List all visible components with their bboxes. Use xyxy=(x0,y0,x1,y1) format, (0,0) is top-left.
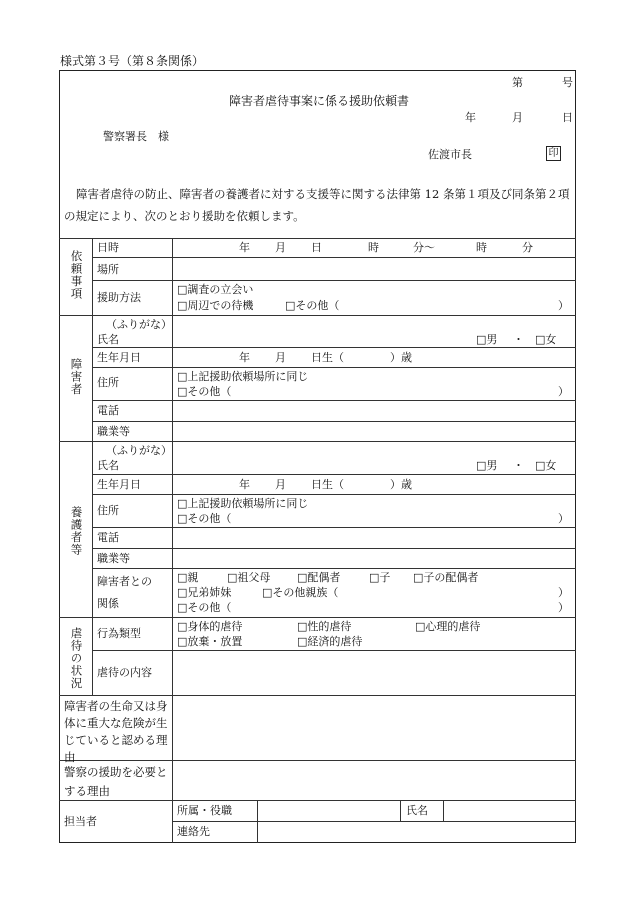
dept-label: 所属・役職 xyxy=(177,804,232,817)
section-disabled: 障害者 xyxy=(69,358,84,396)
grid-line xyxy=(59,695,576,696)
intro-paragraph: 障害者虐待の防止、障害者の養護者に対する支援等に関する法律第 12 条第１項及び同条第２項の規定により、次のとおり援助を依頼します。 xyxy=(64,187,570,223)
doc-number-go: 号 xyxy=(562,76,573,89)
paren-close: ） xyxy=(558,601,569,614)
grid-line xyxy=(257,800,258,843)
method-label: 援助方法 xyxy=(97,291,141,304)
dt-minute2: 分 xyxy=(522,241,533,254)
grid-line xyxy=(92,367,576,368)
sender: 佐渡市長 xyxy=(428,148,472,161)
grid-line xyxy=(92,548,576,549)
caregiver-addr-other-checkbox[interactable]: □その他（ xyxy=(177,512,232,525)
grid-line xyxy=(443,800,444,821)
grid-line xyxy=(59,441,576,442)
separator-dot: ・ xyxy=(513,333,524,346)
section-abuse: 虐待の状況 xyxy=(69,627,84,690)
grid-line xyxy=(92,494,576,495)
disabled-addr-other-checkbox[interactable]: □その他（ xyxy=(177,385,232,398)
dob-year: 年 xyxy=(239,478,250,491)
dob-day: 日生（ xyxy=(311,351,344,364)
disabled-female-checkbox[interactable]: □女 xyxy=(535,333,557,346)
abuse-economic-checkbox[interactable]: □経済的虐待 xyxy=(297,635,363,648)
grid-line xyxy=(172,238,173,843)
disabled-phone-label: 電話 xyxy=(97,404,119,417)
paren-close: ） xyxy=(558,385,569,398)
dob-month: 月 xyxy=(275,478,286,491)
caregiver-phone-label: 電話 xyxy=(97,531,119,544)
caregiver-job-label: 職業等 xyxy=(97,552,130,565)
paren-close: ） xyxy=(558,586,569,599)
grid-line xyxy=(92,650,576,651)
section-request: 依頼事項 xyxy=(69,250,84,300)
dt-month: 月 xyxy=(275,241,286,254)
grid-line xyxy=(92,568,576,569)
disabled-dob-label: 生年月日 xyxy=(97,351,141,364)
caregiver-male-checkbox[interactable]: □男 xyxy=(476,459,498,472)
dob-month: 月 xyxy=(275,351,286,364)
disabled-addr-same-checkbox[interactable]: □上記援助依頼場所に同じ xyxy=(177,370,309,383)
document-title: 障害者虐待事案に係る援助依頼書 xyxy=(229,94,410,108)
dob-day: 日生（ xyxy=(311,478,344,491)
method-attend-checkbox[interactable]: □調査の立会い xyxy=(177,283,254,296)
grid-line xyxy=(92,238,93,695)
dt-hour2: 時 xyxy=(476,241,487,254)
rel-other-checkbox[interactable]: □その他（ xyxy=(177,601,232,614)
grid-line xyxy=(59,617,576,618)
caregiver-addr-same-checkbox[interactable]: □上記援助依頼場所に同じ xyxy=(177,497,309,510)
caregiver-furigana-label: （ふりがな） xyxy=(106,444,172,457)
grid-line xyxy=(92,280,576,281)
grid-line xyxy=(92,347,576,348)
separator-dot: ・ xyxy=(513,459,524,472)
caregiver-female-checkbox[interactable]: □女 xyxy=(535,459,557,472)
disabled-furigana-label: （ふりがな） xyxy=(106,318,172,331)
caregiver-name-label: 氏名 xyxy=(97,459,119,472)
rel-sibling-checkbox[interactable]: □兄弟姉妹 xyxy=(177,586,232,599)
dt-minute-from: 分〜 xyxy=(413,241,435,254)
grid-line xyxy=(400,800,401,821)
abuse-type-label: 行為類型 xyxy=(97,627,141,640)
place-label: 場所 xyxy=(97,263,119,276)
abuse-psychological-checkbox[interactable]: □心理的虐待 xyxy=(415,620,481,633)
dt-year: 年 xyxy=(239,241,250,254)
grid-line xyxy=(59,238,576,239)
grid-line xyxy=(172,821,576,822)
relation-label-2: 関係 xyxy=(97,597,119,610)
paren-close: ） xyxy=(558,299,569,312)
police-reason-label: 警察の援助を必要とする理由 xyxy=(64,765,168,798)
grid-line xyxy=(92,400,576,401)
dt-day: 日 xyxy=(311,241,322,254)
dob-age: ）歳 xyxy=(390,478,412,491)
contact-person-label: 担当者 xyxy=(64,815,97,828)
disabled-address-label: 住所 xyxy=(97,376,119,389)
relation-label: 障害者との xyxy=(97,575,152,588)
disabled-name-label: 氏名 xyxy=(97,333,119,346)
rel-other-relative-checkbox[interactable]: □その他親族（ xyxy=(262,586,339,599)
grid-line xyxy=(59,315,576,316)
grid-line xyxy=(92,527,576,528)
datetime-label: 日時 xyxy=(97,241,119,254)
form-number: 様式第３号（第８条関係） xyxy=(60,54,205,68)
contact-phone-label: 連絡先 xyxy=(177,825,210,838)
addressee: 警察署長 様 xyxy=(103,130,169,143)
dt-hour: 時 xyxy=(368,241,379,254)
grid-line xyxy=(92,257,576,258)
disabled-job-label: 職業等 xyxy=(97,425,130,438)
seal-box: 印 xyxy=(546,146,561,161)
disabled-male-checkbox[interactable]: □男 xyxy=(476,333,498,346)
doc-number-dai: 第 xyxy=(512,76,523,89)
header-year: 年 xyxy=(465,111,476,124)
danger-reason-label: 障害者の生命又は身体に重大な危険が生じていると認める理由 xyxy=(64,699,168,764)
method-standby-checkbox[interactable]: □周辺での待機 xyxy=(177,299,254,312)
section-caregiver: 養護者等 xyxy=(69,506,84,556)
rel-parent-checkbox[interactable]: □親 xyxy=(177,571,199,584)
rel-spouse-checkbox[interactable]: □配偶者 xyxy=(297,571,341,584)
rel-child-spouse-checkbox[interactable]: □子の配偶者 xyxy=(413,571,479,584)
header-month: 月 xyxy=(512,111,523,124)
method-other-checkbox[interactable]: □その他（ xyxy=(285,299,340,312)
paren-close: ） xyxy=(558,512,569,525)
abuse-physical-checkbox[interactable]: □身体的虐待 xyxy=(177,620,243,633)
rel-grandparent-checkbox[interactable]: □祖父母 xyxy=(227,571,271,584)
grid-line xyxy=(92,474,576,475)
caregiver-dob-label: 生年月日 xyxy=(97,478,141,491)
header-day: 日 xyxy=(562,111,573,124)
abuse-sexual-checkbox[interactable]: □性的虐待 xyxy=(297,620,352,633)
dob-age: ）歳 xyxy=(390,351,412,364)
grid-line xyxy=(92,421,576,422)
abuse-content-label: 虐待の内容 xyxy=(97,666,152,679)
caregiver-address-label: 住所 xyxy=(97,504,119,517)
contact-name-label: 氏名 xyxy=(406,804,428,817)
abuse-neglect-checkbox[interactable]: □放棄・放置 xyxy=(177,635,243,648)
rel-child-checkbox[interactable]: □子 xyxy=(369,571,391,584)
dob-year: 年 xyxy=(239,351,250,364)
